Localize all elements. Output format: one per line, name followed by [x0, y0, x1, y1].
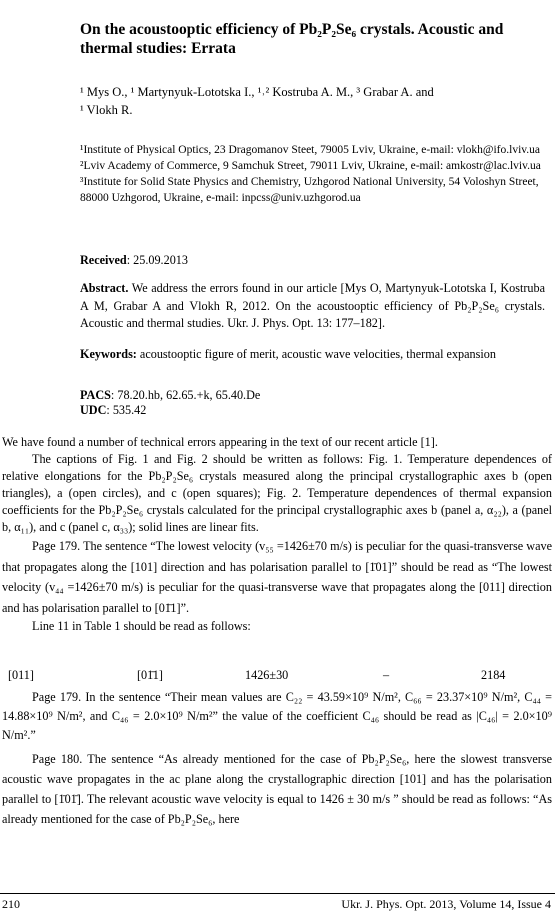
paragraph-4: Line 11 in Table 1 should be read as follows:	[32, 619, 251, 633]
authors	[80, 83, 540, 119]
udc-line: UDC: 535.42	[80, 403, 147, 417]
journal-reference: Ukr. J. Phys. Opt. 2013, Volume 14, Issue 4	[341, 897, 551, 911]
table-cell: 2184	[481, 668, 506, 682]
authors-line-1: ¹ Mys O., ¹ Martynyuk-Lototska I., ¹˒² Kostruba A. M., ³ Grabar A. and	[80, 85, 434, 99]
affiliations	[80, 142, 545, 206]
table-cell: [011]	[8, 668, 34, 682]
abstract	[80, 280, 545, 333]
classification	[80, 388, 540, 418]
page-footer	[0, 893, 555, 910]
body-text	[2, 434, 552, 635]
table-cell: 1426±30	[245, 668, 289, 682]
paragraph-6: Page 180. The sentence “As already mentioned for the case of Pb₂P₂Se₆, here the slowest transverse acoustic wave propagates in the ac plane along the crystallographic direction [101] and has the polarisation parallel to [1̄01̄]. The relevant acoustic wave velocity is equal to 1426 ± 30 m/s ” should be read as follows: “As already mentioned for the case of Pb₂P₂Se₆, here	[2, 752, 552, 826]
paragraph-1: We have found a number of technical errors appearing in the text of our recent article [1].	[2, 435, 438, 449]
affiliation-3: ³Institute for Solid State Physics and Chemistry, Uzhgorod National University, 54 Voloshyn Street, 88000 Uzhgorod, Ukraine, e-mail: inpcss@univ.uzhgorod.ua	[80, 176, 539, 204]
abstract-label: Abstract.	[80, 281, 129, 295]
table-cell: [01̄1]	[137, 668, 163, 682]
authors-line-2: ¹ Vlokh R.	[80, 103, 133, 117]
page-number: 210	[2, 897, 20, 911]
pacs-line: PACS: 78.20.hb, 62.65.+k, 65.40.De	[80, 388, 261, 402]
received-label: Received	[80, 253, 127, 267]
paragraph-3: Page 179. The sentence “The lowest velocity (v₅₅ =1426±70 m/s) is peculiar for the quasi-transverse wave that propagates along the [101] direction and has polarisation parallel to [1̄01]” should be read as “The lowest velocity (v₄₄ =1426±70 m/s) is peculiar for the quasi-transverse wave that propagates along the [011] direction and has polarisation parallel to [01̄1]”.	[2, 539, 552, 615]
table-cell: –	[383, 668, 390, 682]
paragraph-2: The captions of Fig. 1 and Fig. 2 should be written as follows: Fig. 1. Temperature dependences of relative elongations for the Pb₂P₂Se₆ crystals measured along the principal crystallographic axes b (open triangles), a (open circles), and c (open squares); Fig. 2. Temperature dependences of thermal expansion coefficients for the Pb₂P₂Se₆ crystals calculated for the principal crystallographic axes b (panel a, α₂₂), a (panel b, α₁₁), and c (panel c, α₃₃); solid lines are linear fits.	[2, 452, 552, 534]
paragraph-5: Page 179. In the sentence “Their mean values are C₂₂ = 43.59×10⁹ N/m², C₆₆ = 23.37×10⁹ N/m², C₄₄ = 14.88×10⁹ N/m², and C₄₆ = 2.0×10⁹ N/m²” the value of the coefficient C₄₆ should be read as |C₄₆| = 2.0×10⁹ N/m².”	[2, 690, 552, 742]
abstract-text: We address the errors found in our article [Mys O, Martynyuk-Lototska I, Kostruba A M, Grabar A and Vlokh R, 2012. On the acoustooptic efficiency of Pb₂P₂Se₆ crystals. Acoustic and thermal studies. Ukr. J. Phys. Opt. 13: 177–182].	[80, 281, 545, 330]
article-title: On the acoustooptic efficiency of Pb₂P₂Se₆ crystals. Acoustic and thermal studies: Errata	[80, 21, 504, 57]
table-row	[0, 667, 555, 685]
body-text-continued	[2, 688, 552, 829]
received-value: : 25.09.2013	[126, 253, 188, 267]
keywords	[80, 346, 545, 363]
keywords-text: acoustooptic figure of merit, acoustic wave velocities, thermal expansion	[136, 347, 496, 361]
received-date	[80, 252, 540, 269]
keywords-label: Keywords:	[80, 347, 137, 361]
affiliation-2: ²Lviv Academy of Commerce, 9 Samchuk Street, 79011 Lviv, Ukraine, e-mail: amkostr@lac.lviv.ua	[80, 160, 541, 172]
affiliation-1: ¹Institute of Physical Optics, 23 Dragomanov Steet, 79005 Lviv, Ukraine, e-mail: vlokh@ifo.lviv.ua	[80, 144, 541, 156]
